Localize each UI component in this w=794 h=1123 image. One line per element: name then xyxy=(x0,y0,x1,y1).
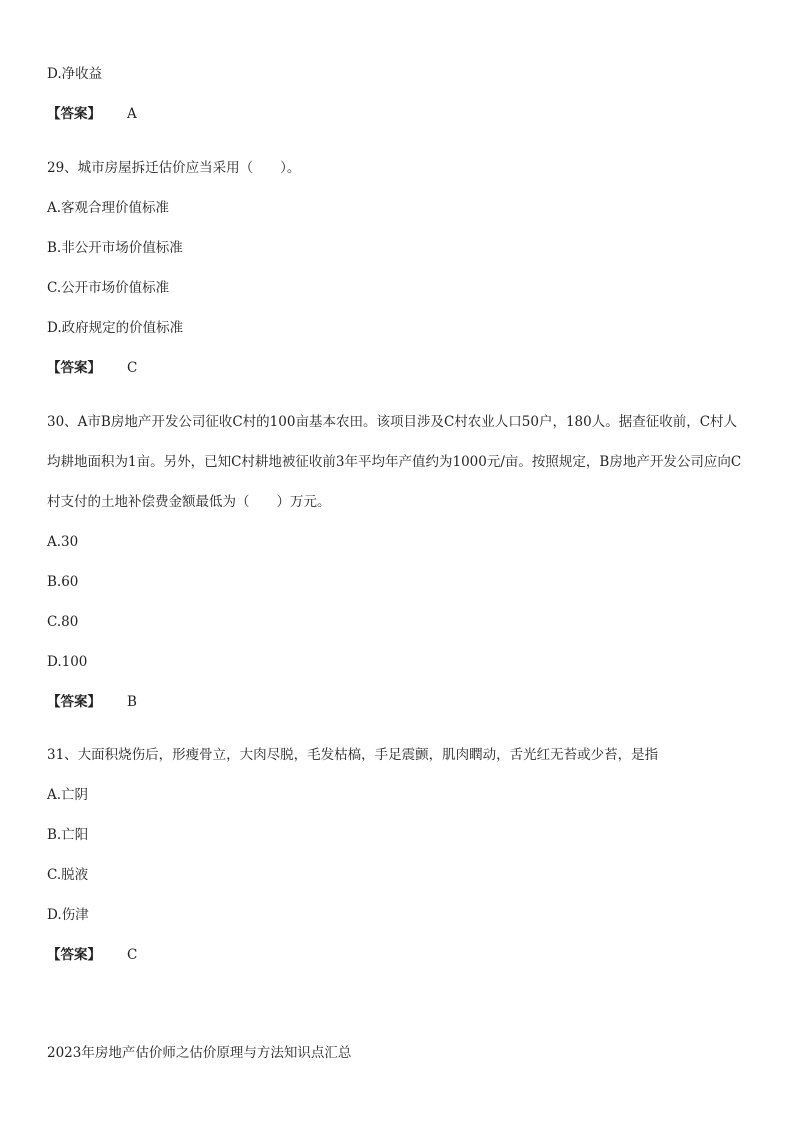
q29-option-c: C.公开市场价值标准 xyxy=(47,280,170,296)
q29-option-a: A.客观合理价值标准 xyxy=(47,200,170,216)
answer-value: C xyxy=(127,947,138,963)
q30-question: 30、A市B房地产开发公司征收C村的100亩基本农田。该项目涉及C村农业人口50户，180人。据查征收前，C村人均耕地面积为1亩。另外，已知C村耕地被征收前3年平均年产值约为1000元/亩。按照规定，B房地产开发公司应向C村支付的土地补偿费金额最低为（ ）万元。 xyxy=(47,414,742,510)
q31-option-a: A.亡阴 xyxy=(47,787,89,803)
q30-answer xyxy=(47,692,137,712)
answer-value: C xyxy=(127,360,138,376)
answer-label: 【答案】 xyxy=(47,947,101,963)
answer-label: 【答案】 xyxy=(47,694,101,710)
q29-question: 29、城市房屋拆迁估价应当采用（ ）。 xyxy=(47,160,301,176)
q29-option-b: B.非公开市场价值标准 xyxy=(47,240,183,256)
q30-option-b: B.60 xyxy=(47,574,79,590)
document-footer-title: 2023年房地产估价师之估价原理与方法知识点汇总 xyxy=(47,1045,352,1061)
answer-label: 【答案】 xyxy=(47,106,101,122)
q30-option-a: A.30 xyxy=(47,534,79,550)
q28-option-d: D.净收益 xyxy=(47,66,103,82)
q31-question: 31、大面积烧伤后，形瘦骨立，大肉尽脱，毛发枯槁，手足震颤，肌肉瞤动，舌光红无苔或少苔，是指 xyxy=(47,747,659,763)
answer-value: A xyxy=(127,106,137,122)
q31-option-b: B.亡阳 xyxy=(47,827,89,843)
answer-label: 【答案】 xyxy=(47,360,101,376)
q30-option-d: D.100 xyxy=(47,654,88,670)
q30-option-c: C.80 xyxy=(47,614,79,630)
q31-option-c: C.脱液 xyxy=(47,867,89,883)
q29-answer xyxy=(47,358,137,378)
q31-answer xyxy=(47,945,137,965)
q29-option-d: D.政府规定的价值标准 xyxy=(47,320,184,336)
q31-option-d: D.伤津 xyxy=(47,907,89,923)
q28-answer xyxy=(47,104,137,124)
answer-value: B xyxy=(127,694,137,710)
